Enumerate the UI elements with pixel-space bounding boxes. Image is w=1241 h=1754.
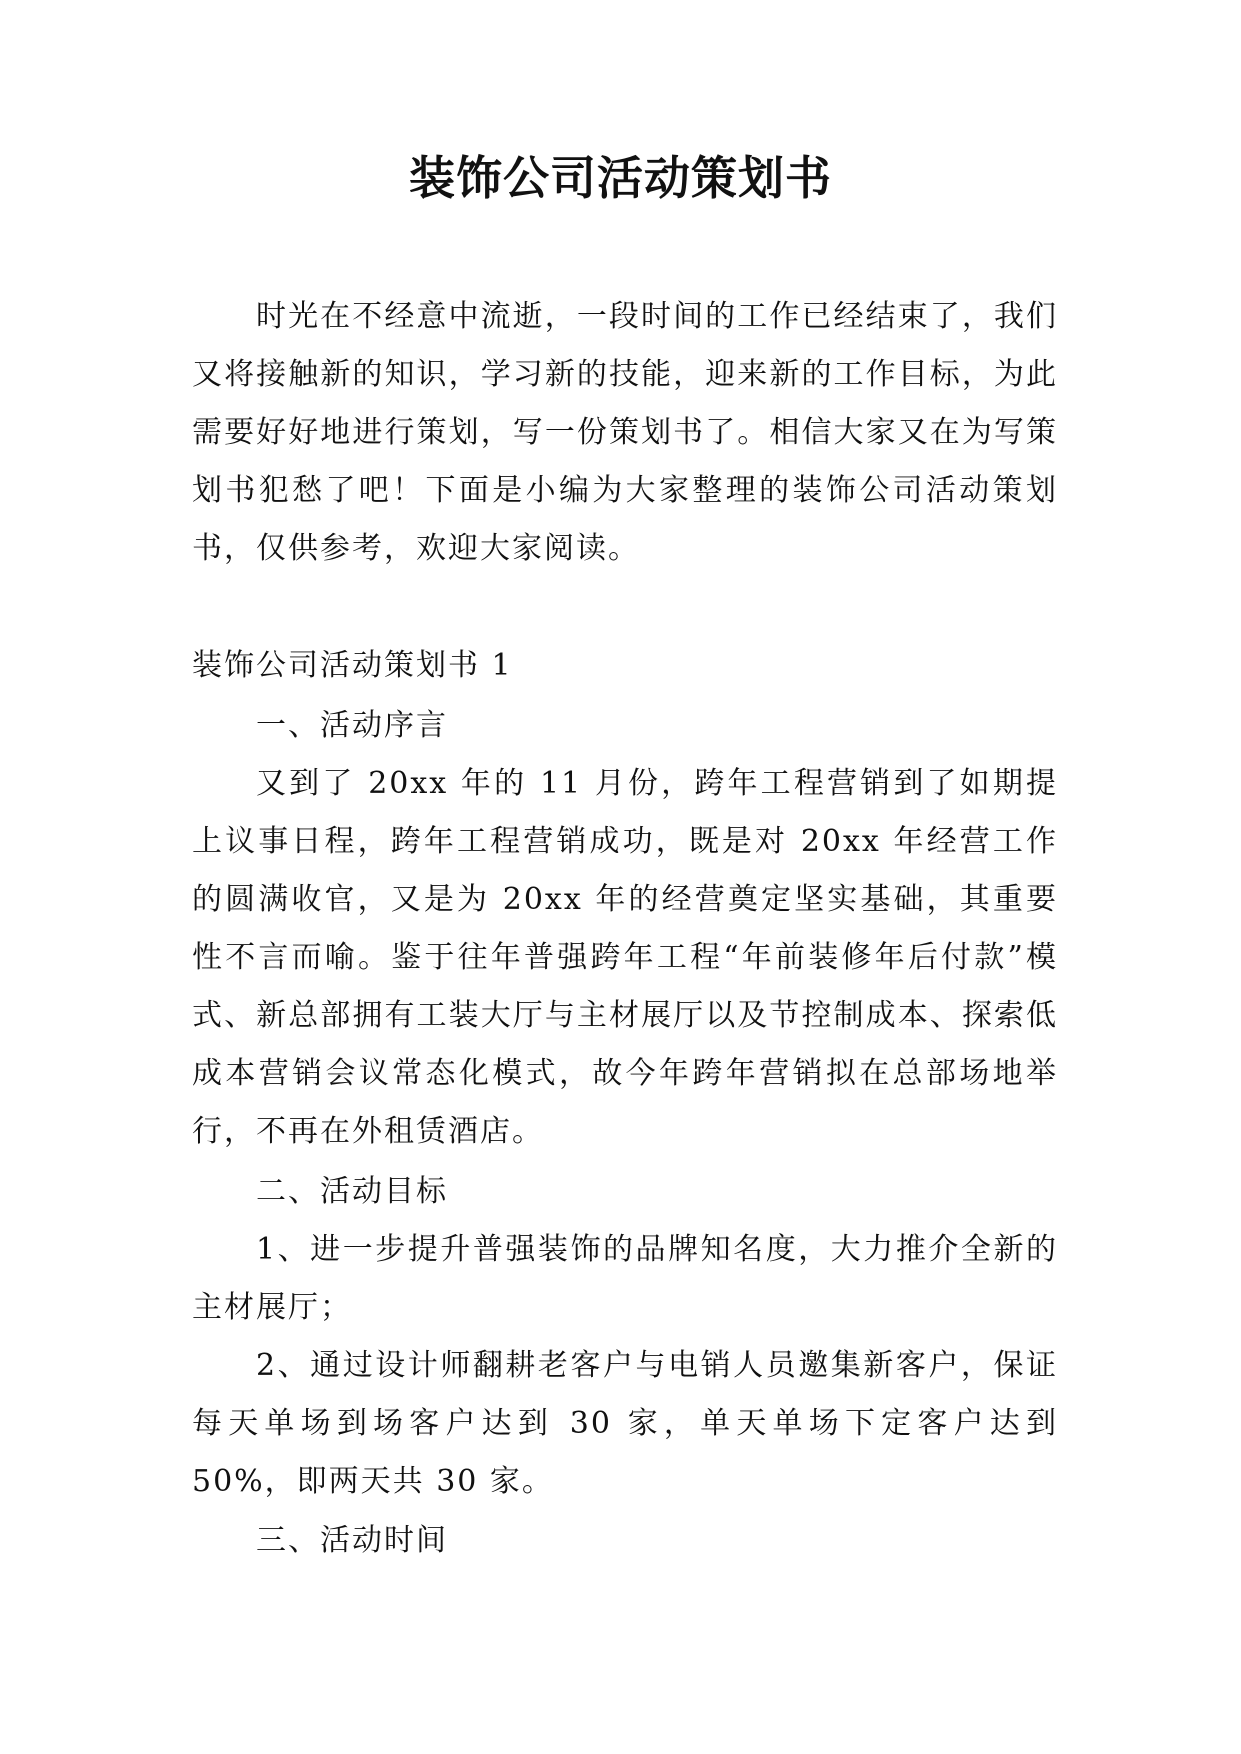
goal-item-1: 1、进一步提升普强装饰的品牌知名度，大力推介全新的主材展厅； xyxy=(192,1232,1058,1325)
heading-activity-time: 三、活动时间 xyxy=(256,1523,448,1558)
heading-activity-preface: 一、活动序言 xyxy=(256,708,448,743)
heading-activity-goals: 二、活动目标 xyxy=(256,1174,448,1209)
preface-paragraph: 又到了 20xx 年的 11 月份，跨年工程营销到了如期提上议事日程，跨年工程营销成功，既是对 20xx 年经营工作的圆满收官，又是为 20xx 年的经营奠定坚实基础，其重要性不言而喻。鉴于往年普强跨年工程“年前装修年后付款”模式、新总部拥有工装大厅与主材展厅以及节控制成本、探索低成本营销会议常态化模式，故今年跨年营销拟在总部场地举行，不再在外租赁酒店。 xyxy=(192,766,1058,1149)
intro-paragraph: 时光在不经意中流逝，一段时间的工作已经结束了，我们又将接触新的知识，学习新的技能，迎来新的工作目标，为此需要好好地进行策划，写一份策划书了。相信大家又在为写策划书犯愁了吧！下面是小编为大家整理的装饰公司活动策划书，仅供参考，欢迎大家阅读。 xyxy=(192,299,1058,566)
section-title: 装饰公司活动策划书 1 xyxy=(192,648,513,683)
document-title: 装饰公司活动策划书 xyxy=(409,151,832,205)
goal-item-2: 2、通过设计师翻耕老客户与电销人员邀集新客户，保证每天单场到场客户达到 30 家，单天单场下定客户达到 50%，即两天共 30 家。 xyxy=(192,1348,1058,1499)
